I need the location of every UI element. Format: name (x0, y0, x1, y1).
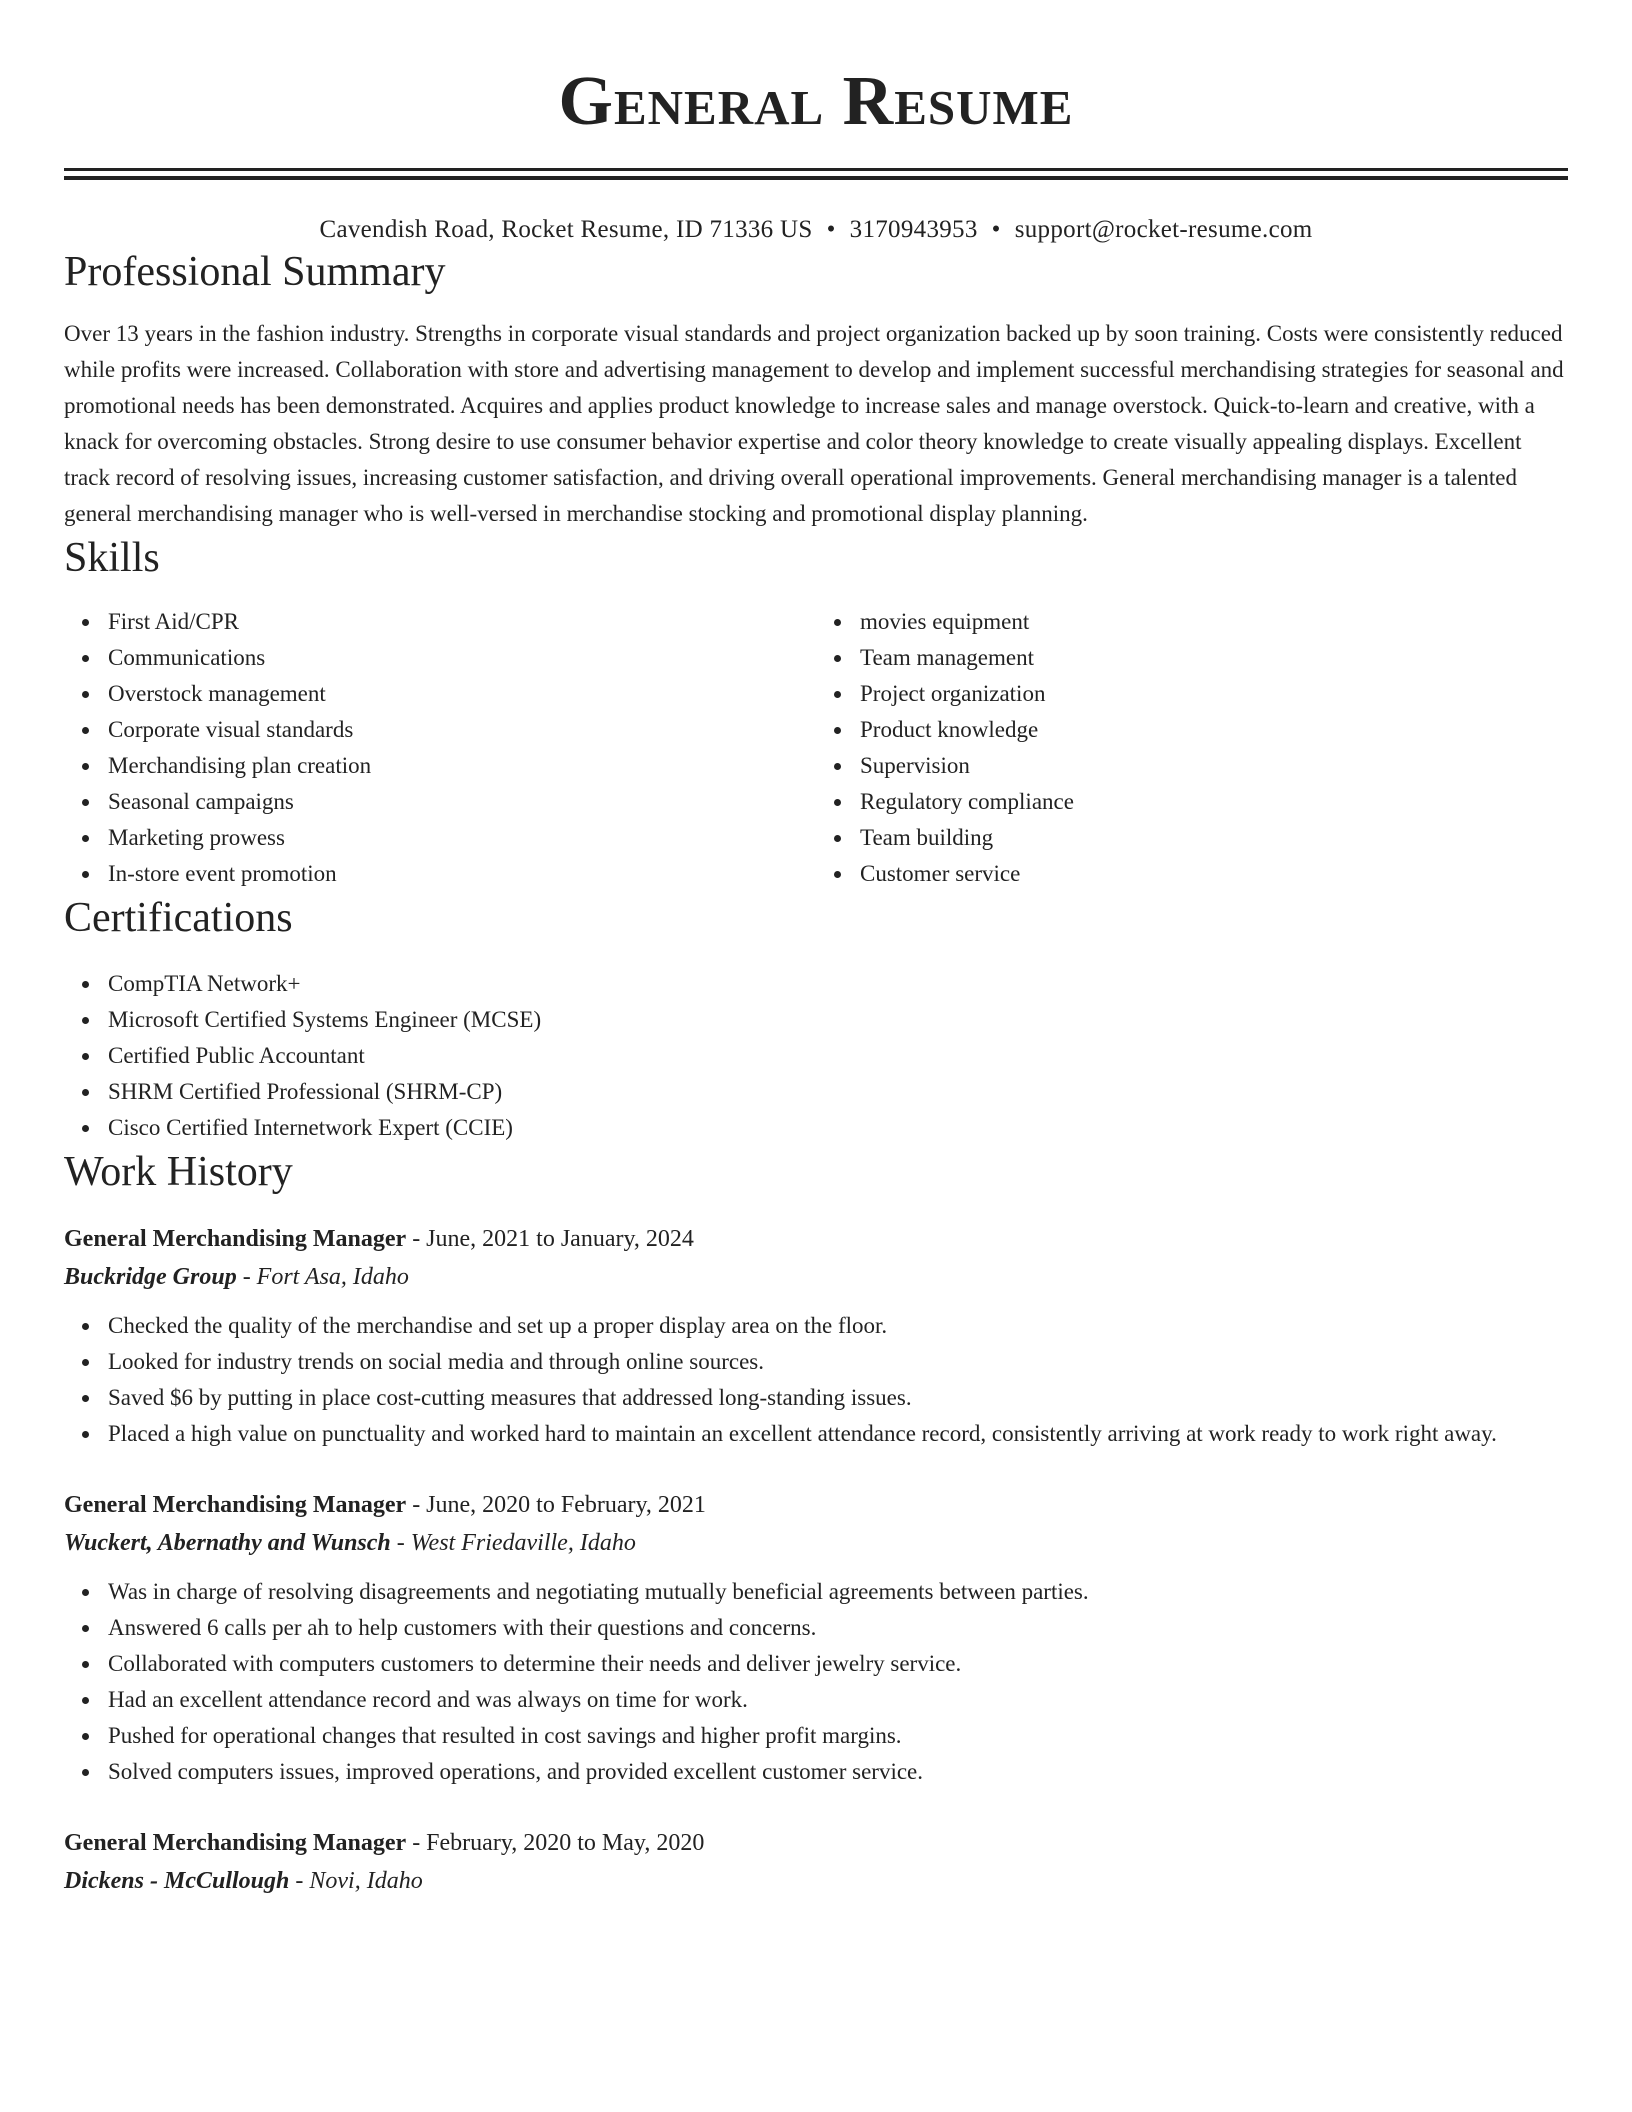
job-duty: Had an excellent attendance record and was always on time for work. (108, 1682, 1568, 1718)
job-duty: Pushed for operational changes that resulted in cost savings and higher profit margins. (108, 1718, 1568, 1754)
job-company: Wuckert, Abernathy and Wunsch (64, 1530, 391, 1556)
job-dates: - June, 2020 to February, 2021 (406, 1492, 706, 1518)
resume-title: General Resume (558, 63, 1074, 140)
job-entry (64, 1486, 1568, 1790)
job-company-line (64, 1524, 1568, 1562)
contact-separator: • (991, 216, 1001, 243)
certification-item: Cisco Certified Internetwork Expert (CCIE) (108, 1110, 1568, 1146)
job-duties-list (64, 1308, 1568, 1452)
skills-list-left (64, 604, 816, 892)
job-location: - West Friedaville, Idaho (390, 1530, 636, 1556)
job-duty: Was in charge of resolving disagreements and negotiating mutually beneficial agreements between parties. (108, 1574, 1568, 1610)
job-location: - Fort Asa, Idaho (236, 1264, 409, 1290)
skill-item: Seasonal campaigns (108, 784, 816, 820)
job-entry (64, 1220, 1568, 1452)
job-dates: - June, 2021 to January, 2024 (406, 1226, 694, 1252)
job-duty: Checked the quality of the merchandise and set up a proper display area on the floor. (108, 1308, 1568, 1344)
job-duty: Collaborated with computers customers to determine their needs and deliver jewelry service. (108, 1646, 1568, 1682)
job-duties-list (64, 1574, 1568, 1790)
job-title: General Merchandising Manager (64, 1226, 407, 1252)
skill-item: Supervision (860, 748, 1568, 784)
job-company-line (64, 1258, 1568, 1296)
skill-item: movies equipment (860, 604, 1568, 640)
skill-item: Project organization (860, 676, 1568, 712)
skill-item: Overstock management (108, 676, 816, 712)
summary-heading: Professional Summary (64, 249, 446, 295)
job-duty: Solved computers issues, improved operations, and provided excellent customer service. (108, 1754, 1568, 1790)
skill-item: Marketing prowess (108, 820, 816, 856)
contact-email: support@rocket-resume.com (1014, 216, 1313, 243)
job-title: General Merchandising Manager (64, 1830, 407, 1856)
certifications-list (64, 966, 1568, 1146)
skills-list-right (816, 604, 1568, 892)
certification-item: Certified Public Accountant (108, 1038, 1568, 1074)
job-duty: Saved $6 by putting in place cost-cutting measures that addressed long-standing issues. (108, 1380, 1568, 1416)
job-company: Dickens - McCullough (64, 1868, 290, 1894)
contact-line (64, 214, 1568, 246)
skill-item: Customer service (860, 856, 1568, 892)
certification-item: Microsoft Certified Systems Engineer (MCSE) (108, 1002, 1568, 1038)
job-location: - Novi, Idaho (289, 1868, 423, 1894)
resume-page (64, 0, 1568, 1900)
skill-item: Merchandising plan creation (108, 748, 816, 784)
skill-item: Corporate visual standards (108, 712, 816, 748)
skills-grid (64, 604, 1568, 892)
skill-item: Regulatory compliance (860, 784, 1568, 820)
certifications-heading: Certifications (64, 895, 293, 941)
job-dates: - February, 2020 to May, 2020 (406, 1830, 705, 1856)
contact-separator: • (826, 216, 836, 243)
job-entry (64, 1824, 1568, 1900)
job-duty: Looked for industry trends on social media and through online sources. (108, 1344, 1568, 1380)
job-duty: Answered 6 calls per ah to help customers with their questions and concerns. (108, 1610, 1568, 1646)
skill-item: In-store event promotion (108, 856, 816, 892)
title-divider-top (64, 168, 1568, 171)
certification-item: SHRM Certified Professional (SHRM-CP) (108, 1074, 1568, 1110)
contact-address: Cavendish Road, Rocket Resume, ID 71336 US (319, 216, 813, 243)
title-divider-bottom (64, 176, 1568, 180)
skill-item: Product knowledge (860, 712, 1568, 748)
job-title-line (64, 1220, 1568, 1258)
skills-heading: Skills (64, 535, 160, 581)
skill-item: Team building (860, 820, 1568, 856)
summary-text: Over 13 years in the fashion industry. Strengths in corporate visual standards and project organization backed up by soon training. Costs were consistently reduced while profits were increased. Collaboration with store and advertising management to develop and implement successful merchandising strategies for seasonal and promotional needs has been demonstrated. Acquires and applies product knowledge to increase sales and manage overstock. Quick-to-learn and creative, with a knack for overcoming obstacles. Strong desire to use consumer behavior expertise and color theory knowledge to create visually appealing displays. Excellent track record of resolving issues, increasing customer satisfaction, and driving overall operational improvements. General merchandising manager is a talented general merchandising manager who is well-versed in merchandise stocking and promotional display planning. (64, 321, 1564, 526)
job-title-line (64, 1486, 1568, 1524)
job-company-line (64, 1862, 1568, 1900)
skill-item: First Aid/CPR (108, 604, 816, 640)
contact-phone: 3170943953 (849, 216, 978, 243)
skill-item: Team management (860, 640, 1568, 676)
work-history-heading: Work History (64, 1149, 293, 1195)
job-duty: Placed a high value on punctuality and worked hard to maintain an excellent attendance record, consistently arriving at work ready to work right away. (108, 1416, 1568, 1452)
job-title: General Merchandising Manager (64, 1492, 407, 1518)
job-company: Buckridge Group (64, 1264, 237, 1290)
job-title-line (64, 1824, 1568, 1862)
certification-item: CompTIA Network+ (108, 966, 1568, 1002)
skill-item: Communications (108, 640, 816, 676)
